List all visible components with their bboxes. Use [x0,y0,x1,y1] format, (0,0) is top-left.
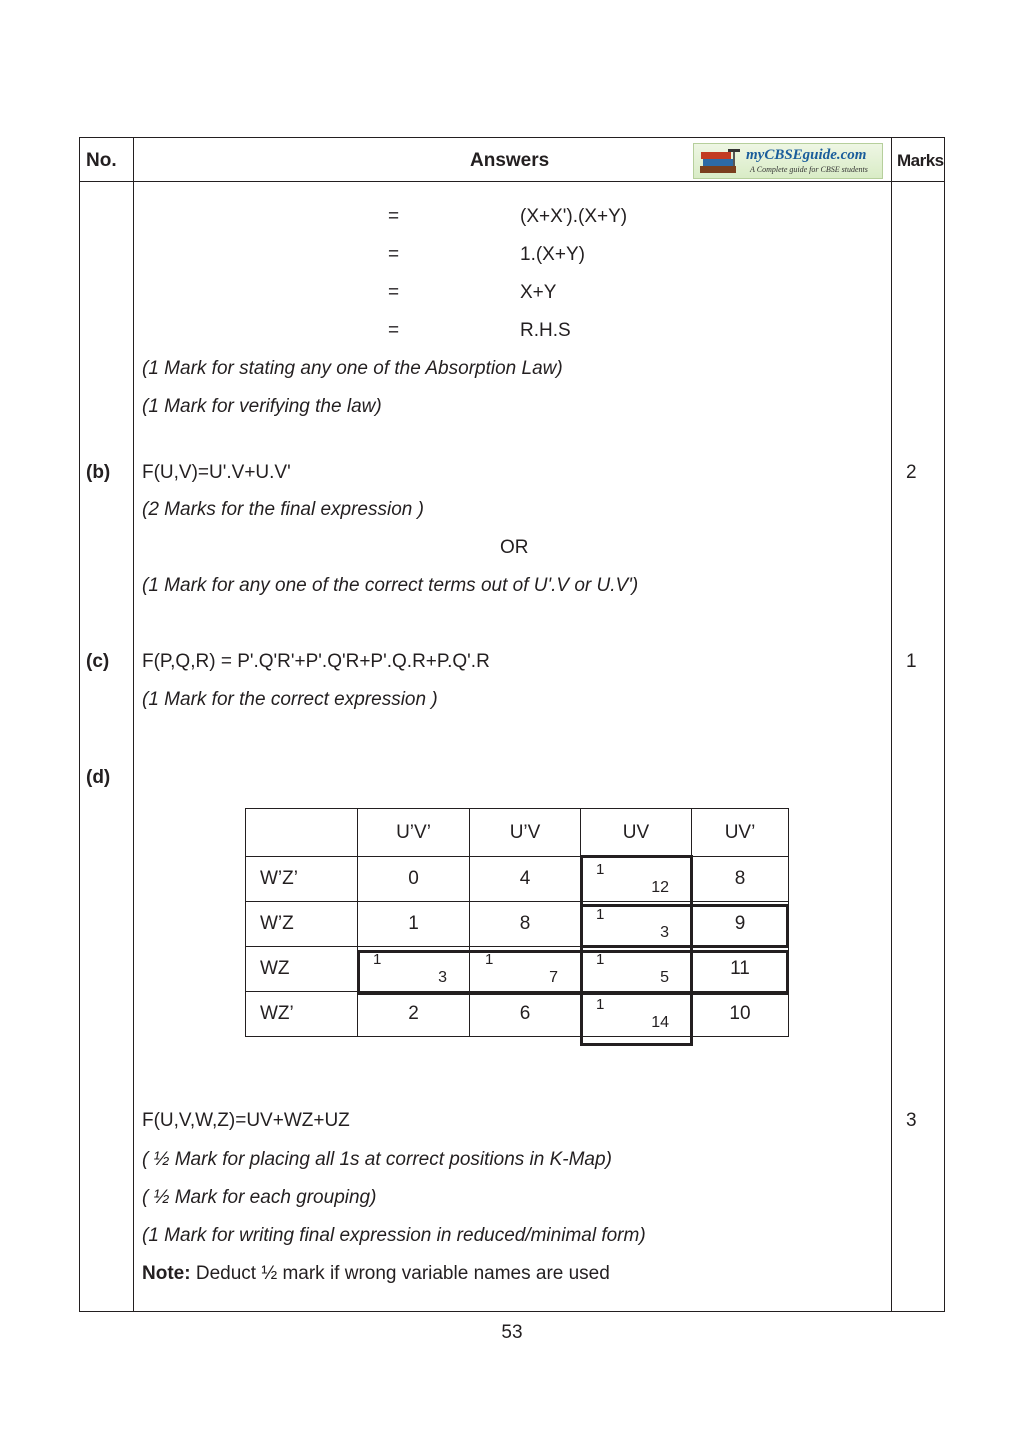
part-c-note: (1 Mark for the correct expression ) [142,689,438,710]
part-d-note-1: ( ½ Mark for placing all 1s at correct positions in K-Map) [142,1149,612,1170]
part-b-or: OR [500,537,529,558]
kmap-cell: 4 [470,857,581,902]
kmap-cell: 8 [692,857,789,902]
kmap-cell-one: 1 [373,951,382,968]
note-text: Deduct ½ mark if wrong variable names are used [190,1263,610,1284]
derivation-eq-1: = [388,206,400,227]
kmap-cell: 9 [692,902,789,947]
part-c-marks: 1 [906,651,917,672]
header-answers: Answers [470,150,550,171]
kmap-cell: 10 [692,992,789,1037]
part-d-label: (d) [86,767,111,788]
part-c-expression: F(P,Q,R) = P'.Q'R'+P'.Q'R+P'.Q.R+P.Q'.R [142,651,490,672]
kmap-cell: 6 [470,992,581,1037]
kmap-cell: 2 [358,992,470,1037]
kmap-cell: 1 [358,902,470,947]
kmap-col-header: UV’ [692,809,789,857]
note-label: Note: [142,1263,191,1284]
kmap-cell-index: 3 [660,924,669,941]
header-marks: Marks [897,151,944,170]
kmap-row-header: W’Z [246,902,358,947]
header-no: No. [86,150,117,171]
kmap-cell-one: 1 [596,996,605,1013]
part-d-deduction-note [142,1263,610,1285]
part-a-note-2: (1 Mark for verifying the law) [142,396,382,417]
kmap-corner-cell [246,809,358,857]
books-icon [698,148,742,175]
derivation-expr-1: (X+X').(X+Y) [520,206,628,227]
kmap-col-header: U’V [470,809,581,857]
part-b-expression: F(U,V)=U'.V+U.V' [142,462,291,483]
kmap-col-header: UV [581,809,692,857]
derivation-expr-2: 1.(X+Y) [520,244,585,265]
logo-tagline: A Complete guide for CBSE students [750,165,868,174]
part-b-label: (b) [86,462,111,483]
kmap-cell-one: 1 [596,861,605,878]
part-d-note-2: ( ½ Mark for each grouping) [142,1187,377,1208]
derivation-expr-3: X+Y [520,282,557,303]
column-divider-marks [891,137,892,1312]
answer-table-frame [79,137,945,1312]
kmap-cell-one: 1 [596,951,605,968]
part-c-label: (c) [86,651,110,672]
kmap-group-uz [580,904,789,948]
header-divider [79,181,945,182]
kmap-col-header: U’V’ [358,809,470,857]
kmap-cell-index: 3 [438,969,447,986]
column-divider-no [133,137,134,1312]
kmap-row-header: WZ [246,947,358,992]
part-d-note-3: (1 Mark for writing final expression in reduced/minimal form) [142,1225,646,1246]
part-d-expression: F(U,V,W,Z)=UV+WZ+UZ [142,1110,350,1131]
part-b-note-2: (1 Mark for any one of the correct terms out of U'.V or U.V') [142,575,639,596]
kmap-cell: 8 [470,902,581,947]
part-d-marks: 3 [906,1110,917,1131]
kmap-row-header: W’Z’ [246,857,358,902]
derivation-eq-3: = [388,282,400,303]
page-number: 53 [501,1322,523,1343]
kmap-row-header: WZ’ [246,992,358,1037]
kmap-cell: 11 [692,947,789,992]
kmap-cell-index: 7 [549,969,558,986]
logo-brand: myCBSEguide.com [746,147,867,163]
derivation-eq-2: = [388,244,400,265]
kmap-group-wz [357,950,789,995]
kmap-cell-index: 12 [651,879,669,896]
kmap-cell: 0 [358,857,470,902]
part-b-marks: 2 [906,462,917,483]
part-b-note-1: (2 Marks for the final expression ) [142,499,424,520]
derivation-eq-4: = [388,320,400,341]
part-a-note-1: (1 Mark for stating any one of the Absorption Law) [142,358,563,379]
kmap-cell-one: 1 [596,906,605,923]
kmap-cell-one: 1 [485,951,494,968]
kmap-cell-index: 5 [660,969,669,986]
mycbseguide-logo [693,143,883,179]
derivation-expr-4: R.H.S [520,320,571,341]
kmap-cell-index: 14 [651,1014,669,1031]
